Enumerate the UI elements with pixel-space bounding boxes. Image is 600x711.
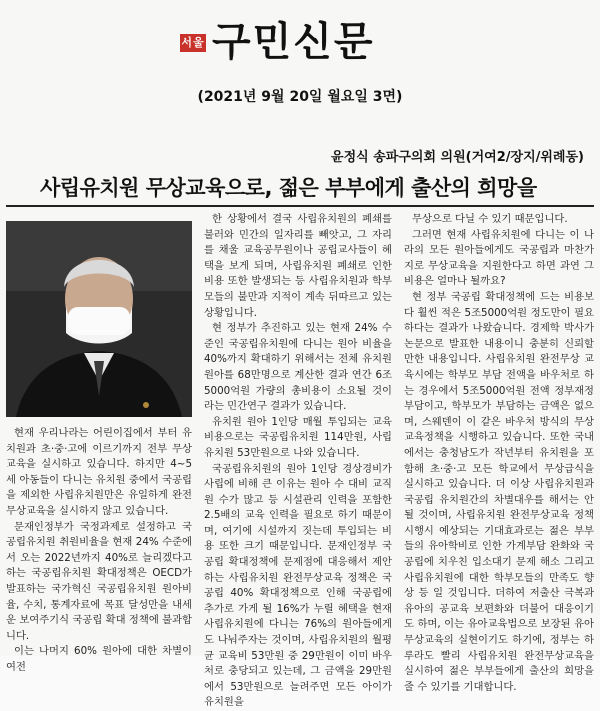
paragraph: 현 정부가 추진하고 있는 현재 24% 수준인 국공립유치원에 다니는 원아 비율을 40%까지 확대하기 위해서는 전체 유치원 원아를 68만명으로 계산한 결과 연간 6조5000억원 가량의 총비용이 소요될 것이라는 민간연구 결과가 있습니다. <box>204 321 392 415</box>
publication-dateline: (2021년 9월 20일 월요일 3면) <box>0 86 600 106</box>
article-column-1 <box>6 426 192 676</box>
article-headline: 사립유치원 무상교육으로, 젊은 부부에게 출산의 희망을 <box>40 172 537 202</box>
paragraph: 한 상황에서 결국 사립유치원의 폐쇄를 불러와 민간의 일자리를 빼앗고, 그 자리를 채울 교육공무원이나 공립교사들이 혜택을 보게 되며, 사립유치원 폐쇄로 인한 비용 또한 발생되는 등 사립유치원과 학부모들의 불만과 지적이 계속 뒤따르고 있는 상황입니다. <box>204 212 392 321</box>
portrait-illustration <box>6 221 192 417</box>
paragraph: 문재인정부가 국정과제로 설정하고 국공립유치원 취원비율을 현재 24% 수준에서 오는 2022년까지 40%로 늘리겠다고 하는 국공립유치원 확대정책은 OECD가 발표하는 국가혁신 국공립유치원 원아비율, 수치, 통계자료에 목표 달성만을 내세운 보여주기식 국공립 확대 정책에 불과합니다. <box>6 520 192 645</box>
article-column-2 <box>204 212 392 711</box>
paragraph: 무상으로 다닐 수 있기 때문입니다. <box>404 212 594 228</box>
newspaper-logo: 구민신문 <box>212 10 375 67</box>
masthead <box>0 0 600 68</box>
paragraph: 그러면 현재 사립유치원에 다니는 이 나라의 모든 원아들에게도 국공립과 마찬가지로 무상교육을 지원한다고 하면 과연 그 비용은 얼마나 될까요? <box>404 228 594 290</box>
paragraph: 국공립유치원의 원아 1인당 경상경비가 사립에 비해 큰 이유는 원아 수 대비 교직원 수가 많고 등 시설관리 인력을 포함한 2.5배의 교육 인력을 필요로 하기 때문이며, 여기에 시설까지 짓는데 투입되는 비용 또한 크기 때문입니다. 문재인정부 국공립 확대정책에 문제점에 대응해서 제안하는 사립유치원 완전무상교육 정책은 국공립 40% 확대정책으로 인해 국공립에 추가로 가게 될 16%가 누릴 혜택을 현재 사립유치원에 다니는 76%의 원아들에게도 나눠주자는 것이며, 사립유치원의 월평균 교육비 53만원 중 29만원이 이미 바우처로 충당되고 있는데, 그 금액을 29만원에서 53만원으로 늘려주면 모든 아이가 유치원을 <box>204 462 392 711</box>
paragraph: 현재 우리나라는 어린이집에서 부터 유치원과 초·중·고에 이르기까지 전부 무상교육을 실시하고 있습니다. 하지만 4~5세 아동들이 다니는 유치원 중에서 국공립을 제외한 사립유치원만은 유일하게 완전무상교육을 실시하지 않고 있습니다. <box>6 426 192 520</box>
paragraph: 이는 나머지 60% 원아에 대한 차별이 여전 <box>6 644 192 675</box>
headline-divider <box>6 205 594 207</box>
paragraph: 유치원 원아 1인당 매월 투입되는 교육비용으로는 국공립유치원 114만원, 사립유치원 53만원으로 나와 있습니다. <box>204 415 392 462</box>
author-portrait-photo <box>6 221 192 417</box>
author-byline: 윤정식 송파구의회 의원(거여2/장지/위례동) <box>331 146 584 165</box>
region-badge: 서울 <box>180 34 206 52</box>
article-column-3 <box>404 212 594 695</box>
paragraph: 현 정부 국공립 확대정책에 드는 비용보다 훨씬 적은 5조5000억원 정도만이 필요하다는 결과가 나왔습니다. 경제학 박사가 논문으로 발표한 내용이니 충분히 신뢰할 만한 내용입니다. 사립유치원 완전무상 교육시에는 학부모 부담 전액을 바우처로 하는 경우에서 5조5000억원 전액 정부재정 부담이고, 학부모가 부담하는 금액은 없으며, 스웨덴이 이 같은 바우처 방식의 무상교육정책을 시행하고 있습니다. 또한 국내에서는 충청남도가 작년부터 유치원을 포함해 초·중·고 모든 학교에서 무상급식을 실시하고 있습니다. 더 이상 사립유치원과 국공립 유치원간의 차별대우를 해서는 안 될 것이며, 사립유치원 완전무상교육 정책 시행시 예상되는 기대효과로는 젊은 부부들의 유아학비로 인한 가계부담 완화와 국공립에 치우친 입소대기 문제 해소 그리고 사립유치원에 대한 학부모들의 만족도 향상 등 일 것입니다. 더하여 저출산 극복과 유아의 공교육 보편화와 더불어 대응이기도 하며, 이는 유아교육법으로 보장된 유아무상교육의 실현이기도 하기에, 정부는 하루라도 빨리 사립유치원 완전무상교육을 실시하여 젊은 부부들에게 출산의 희망을 줄 수 있기를 기대합니다. <box>404 290 594 695</box>
